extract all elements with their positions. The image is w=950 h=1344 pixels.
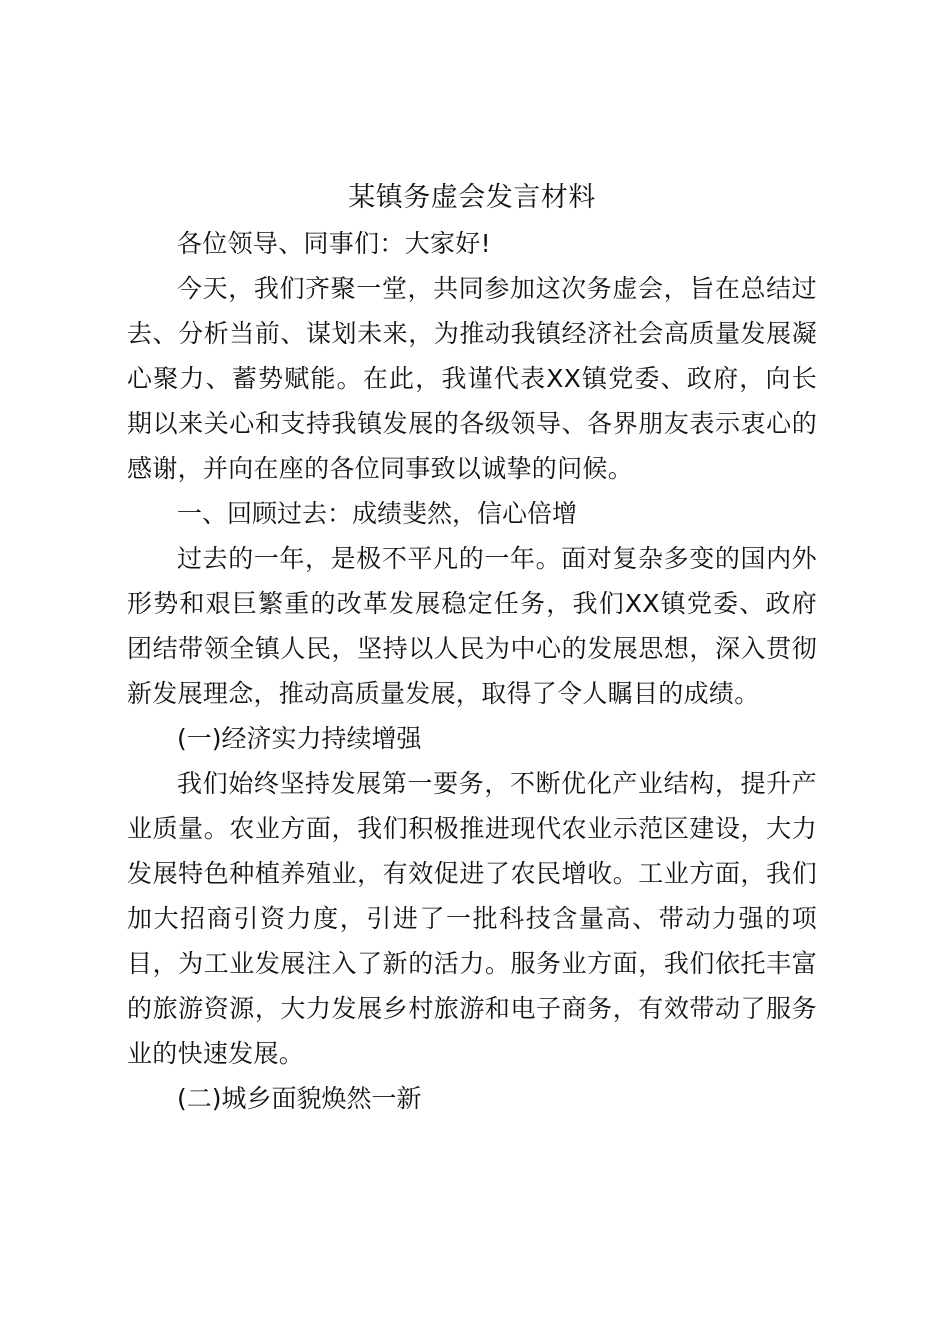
subsection-1-heading: (一)经济实力持续增强 (177, 724, 422, 753)
document-title: 某镇务虚会发言材料 (348, 182, 596, 213)
intro-paragraph: 今天，我们齐聚一堂，共同参加这次务虚会，旨在总结过去、分析当前、谋划未来，为推动我镇经济社会高质量发展凝心聚力、蓄势赋能。在此，我谨代表XX镇党委、政府，向长期以来关心和支持我镇发展的各级领导、各界朋友表示衷心的感谢，并向在座的各位同事致以诚挚的问候。 (127, 274, 817, 483)
section-1-paragraph: 过去的一年，是极不平凡的一年。面对复杂多变的国内外形势和艰巨繁重的改革发展稳定任务，我们XX镇党委、政府团结带领全镇人民，坚持以人民为中心的发展思想，深入贯彻新发展理念，推动高质量发展，取得了令人瞩目的成绩。 (127, 544, 817, 708)
section-1-heading: 一、回顾过去：成绩斐然，信心倍增 (177, 499, 578, 528)
subsection-2-heading: (二)城乡面貌焕然一新 (177, 1084, 422, 1113)
subsection-1-paragraph: 我们始终坚持发展第一要务，不断优化产业结构，提升产业质量。农业方面，我们积极推进现代农业示范区建设，大力发展特色种植养殖业，有效促进了农民增收。工业方面，我们加大招商引资力度，引进了一批科技含量高、带动力强的项目，为工业发展注入了新的活力。服务业方面，我们依托丰富的旅游资源，大力发展乡村旅游和电子商务，有效带动了服务业的快速发展。 (127, 769, 817, 1068)
document-body (127, 175, 817, 1121)
greeting-paragraph: 各位领导、同事们：大家好! (177, 229, 491, 258)
